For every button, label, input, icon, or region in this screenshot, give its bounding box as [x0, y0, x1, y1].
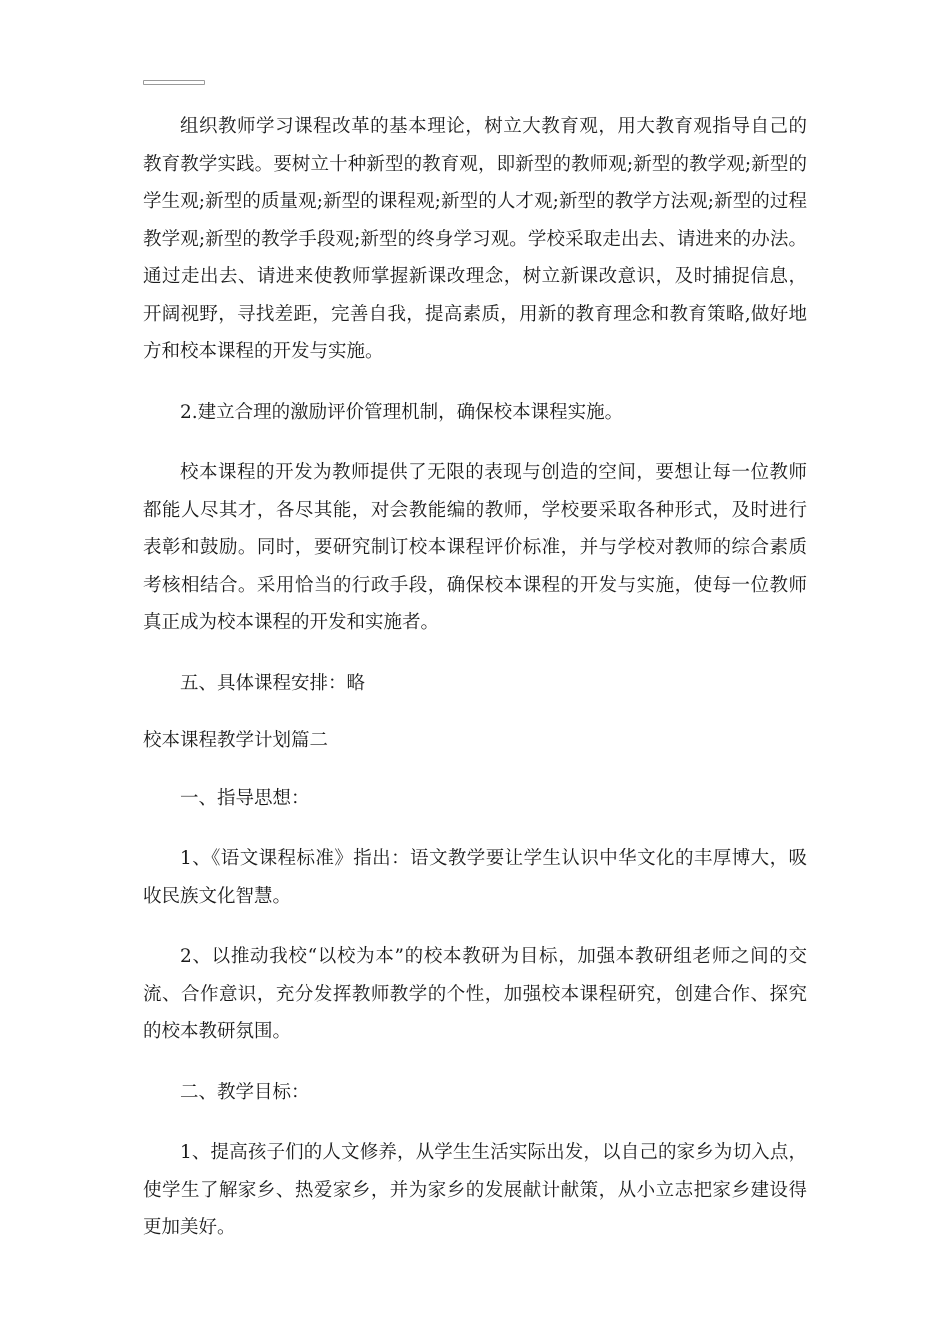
paragraph-guiding-ideology: 一、指导思想：	[180, 787, 310, 809]
header-rule	[143, 80, 205, 85]
paragraph-curriculum-standard: 1、《语文课程标准》指出：语文教学要让学生认识中华文化的丰厚博大，吸收民族文化智慧。	[143, 848, 807, 907]
paragraph-incentive-mechanism: 2.建立合理的激励评价管理机制，确保校本课程实施。	[180, 401, 624, 423]
paragraph-school-research: 2、以推动我校“以校为本”的校本教研为目标，加强本教研组老师之间的交流、合作意识，充分发挥教师教学的个性，加强校本课程研究，创建合作、探究的校本教研氛围。	[143, 946, 807, 1042]
paragraph-course-development: 校本课程的开发为教师提供了无限的表现与创造的空间，要想让每一位教师都能人尽其才，各尽其能，对会教能编的教师，学校要采取各种形式，及时进行表彰和鼓励。同时，要研究制订校本课程评价标准，并与学校对教师的综合素质考核相结合。采用恰当的行政手段，确保校本课程的开发与实施，使每一位教师真正成为校本课程的开发和实施者。	[143, 462, 807, 633]
paragraph-teaching-goals: 二、教学目标：	[180, 1081, 310, 1103]
paragraph-humanities: 1、提高孩子们的人文修养，从学生生活实际出发，以自己的家乡为切入点，使学生了解家乡、热爱家乡，并为家乡的发展献计献策，从小立志把家乡建设得更加美好。	[143, 1142, 807, 1238]
paragraph-course-schedule: 五、具体课程安排：略	[180, 672, 366, 694]
document-body	[143, 108, 807, 1247]
section-title-part-two: 校本课程教学计划篇二	[143, 730, 329, 751]
paragraph-teacher-study: 组织教师学习课程改革的基本理论，树立大教育观，用大教育观指导自己的教育教学实践。要树立十种新型的教育观，即新型的教师观;新型的教学观;新型的学生观;新型的质量观;新型的课程观;新型的人才观;新型的教学方法观;新型的过程教学观;新型的教学手段观;新型的终身学习观。学校采取走出去、请进来的办法。通过走出去、请进来使教师掌握新课改理念，树立新课改意识，及时捕捉信息，开阔视野，寻找差距，完善自我，提高素质，用新的教育理念和教育策略,做好地方和校本课程的开发与实施。	[143, 116, 807, 362]
